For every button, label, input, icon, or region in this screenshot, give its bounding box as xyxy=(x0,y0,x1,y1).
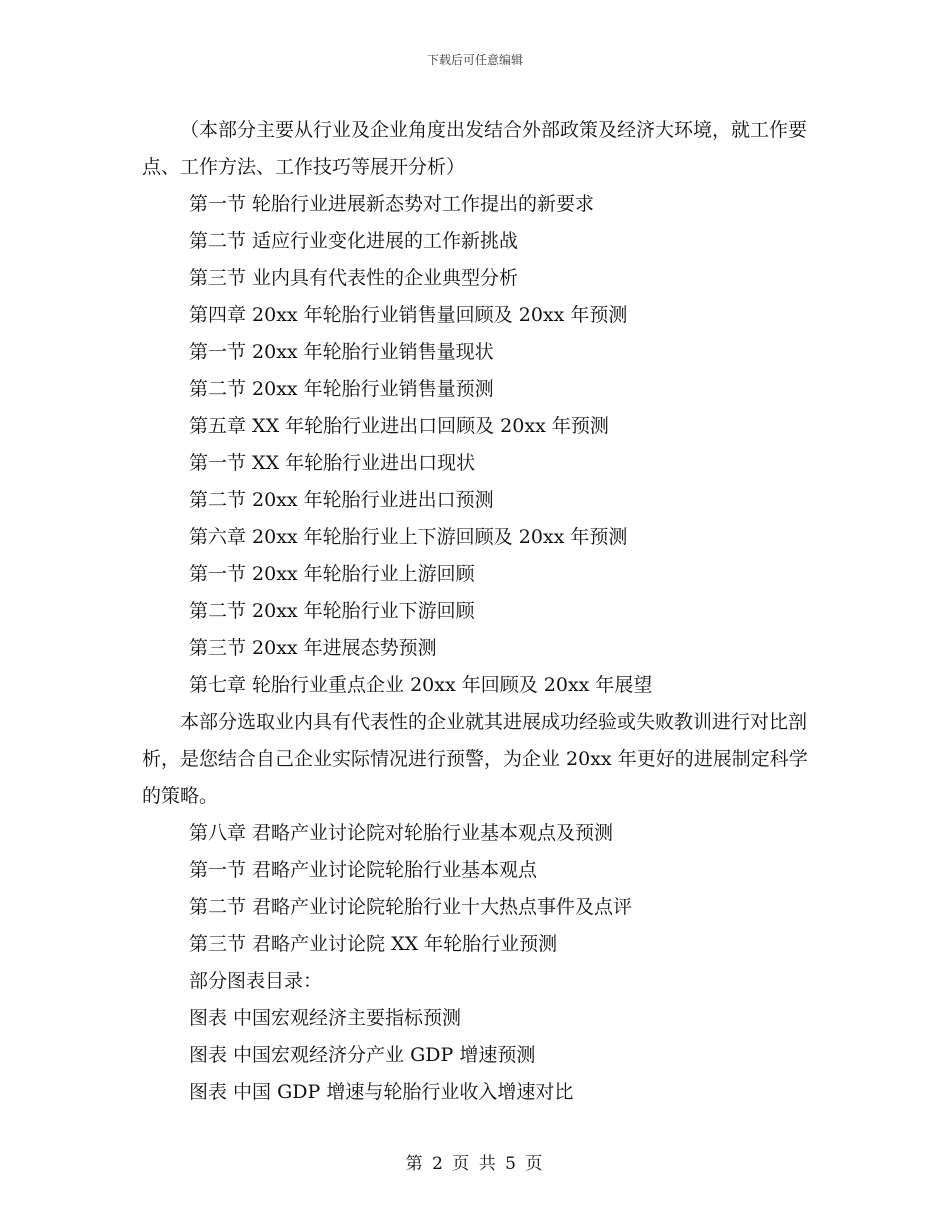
page-header: 下载后可任意编辑 xyxy=(426,53,523,67)
toc-line: 第七章 轮胎行业重点企业 20xx 年回顾及 20xx 年展望 xyxy=(189,674,653,696)
document-body xyxy=(142,112,812,1111)
chart-list-item: 图表 中国宏观经济主要指标预测 xyxy=(189,1007,462,1029)
toc-line: 第五章 XX 年轮胎行业进出口回顾及 20xx 年预测 xyxy=(189,415,609,437)
toc-line: 第二节 20xx 年轮胎行业下游回顾 xyxy=(189,600,475,622)
toc-section-2 xyxy=(142,815,812,1111)
toc-line: 第二节 20xx 年轮胎行业进出口预测 xyxy=(189,489,494,511)
toc-line: 部分图表目录： xyxy=(189,970,323,992)
toc-line: 第六章 20xx 年轮胎行业上下游回顾及 20xx 年预测 xyxy=(189,526,628,548)
toc-line: 第二节 20xx 年轮胎行业销售量预测 xyxy=(189,378,494,400)
toc-line: 第三节 君略产业讨论院 XX 年轮胎行业预测 xyxy=(189,933,558,955)
toc-line: 第一节 XX 年轮胎行业进出口现状 xyxy=(189,452,476,474)
toc-line: 第四章 20xx 年轮胎行业销售量回顾及 20xx 年预测 xyxy=(189,304,628,326)
toc-line: 第一节 轮胎行业进展新态势对工作提出的新要求 xyxy=(189,193,595,215)
chart-list-item: 图表 中国 GDP 增速与轮胎行业收入增速对比 xyxy=(189,1081,574,1103)
toc-line: 第二节 君略产业讨论院轮胎行业十大热点事件及点评 xyxy=(189,896,633,918)
intro-paragraph: （本部分主要从行业及企业角度出发结合外部政策及经济大环境，就工作要点、工作方法、工作技巧等展开分析） xyxy=(142,119,808,178)
toc-line: 第三节 业内具有代表性的企业典型分析 xyxy=(189,267,519,289)
toc-line: 第三节 20xx 年进展态势预测 xyxy=(189,637,437,659)
toc-line: 第二节 适应行业变化进展的工作新挑战 xyxy=(189,230,519,252)
toc-line: 第一节 君略产业讨论院轮胎行业基本观点 xyxy=(189,859,538,881)
chart-list-item: 图表 中国宏观经济分产业 GDP 增速预测 xyxy=(189,1044,536,1066)
toc-line: 第一节 20xx 年轮胎行业上游回顾 xyxy=(189,563,475,585)
toc-line: 第八章 君略产业讨论院对轮胎行业基本观点及预测 xyxy=(189,822,614,844)
toc-section-1 xyxy=(142,186,812,704)
page-number: 第 2 页 共 5 页 xyxy=(405,1154,545,1174)
toc-line: 第一节 20xx 年轮胎行业销售量现状 xyxy=(189,341,494,363)
middle-paragraph: 本部分选取业内具有代表性的企业就其进展成功经验或失败教训进行对比剖析，是您结合自己企业实际情况进行预警，为企业 20xx 年更好的进展制定科学的策略。 xyxy=(142,711,808,807)
